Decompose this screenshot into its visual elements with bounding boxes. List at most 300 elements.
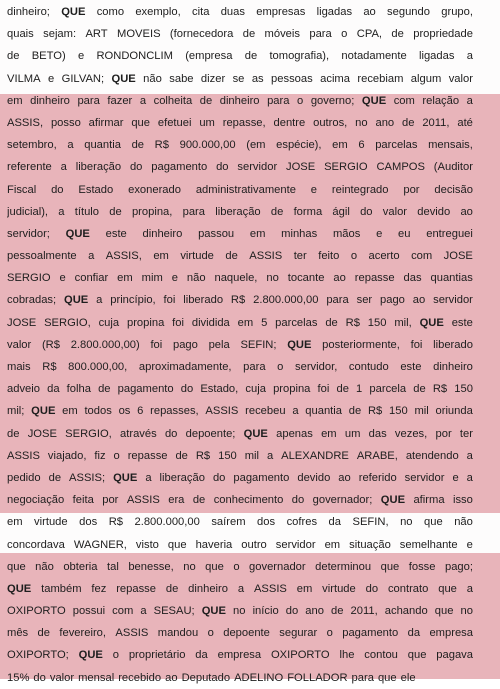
word: virtude <box>34 516 68 529</box>
text-line <box>7 201 473 223</box>
word: pessoas <box>271 72 313 85</box>
word: (em <box>246 139 266 152</box>
word: concordava <box>7 538 65 551</box>
word: benesse, <box>128 560 174 573</box>
word: por <box>435 427 452 440</box>
word: de <box>413 383 426 396</box>
word: liberação <box>159 471 205 484</box>
word: atendendo <box>405 449 459 462</box>
word: 5 <box>261 316 268 329</box>
text-line <box>7 134 473 156</box>
word: SERGIO, <box>44 316 91 329</box>
word: outros, <box>313 116 348 129</box>
word: em <box>249 227 266 240</box>
word: de <box>348 405 362 418</box>
word: Deputado <box>181 671 231 684</box>
word: 900.000,00 <box>179 139 236 152</box>
document-text <box>7 1 473 689</box>
word: ano <box>305 605 324 618</box>
word: forma <box>293 205 323 218</box>
word: a <box>139 94 147 107</box>
word: SERGIO <box>324 161 368 174</box>
word: para <box>326 294 349 307</box>
word: R$ <box>345 316 360 329</box>
word: mil, <box>394 316 412 329</box>
word: liberado <box>183 294 224 307</box>
word: oriunda <box>435 405 473 418</box>
word: algum <box>410 72 442 85</box>
word: o <box>326 627 333 640</box>
word: relação <box>422 94 460 107</box>
word: devido <box>297 471 331 484</box>
word: do <box>129 161 143 174</box>
word: liberação <box>75 161 122 174</box>
word: repasse <box>354 272 395 285</box>
word: repasse <box>116 582 156 595</box>
word: saírem <box>211 516 246 529</box>
word: mensal <box>78 671 115 684</box>
word: que <box>438 582 457 595</box>
word: QUE <box>243 427 268 440</box>
word: não <box>454 516 473 529</box>
text-line <box>7 356 473 378</box>
word: da <box>195 649 208 662</box>
word: cobradas; <box>7 294 57 307</box>
word: em <box>321 427 337 440</box>
word: BETO) <box>31 50 66 63</box>
word: que <box>131 116 150 129</box>
word: referente <box>7 161 52 174</box>
word: de <box>402 116 415 129</box>
word: segundo <box>387 6 430 18</box>
word: R$ <box>154 139 169 152</box>
word: ASSIS <box>253 582 287 595</box>
word: a <box>466 449 473 462</box>
word: da <box>328 516 341 529</box>
word: QUE <box>419 316 444 329</box>
word: tal <box>107 560 119 573</box>
word: o <box>277 361 284 373</box>
word: que <box>424 516 443 529</box>
word: como <box>96 6 125 18</box>
word: mensais, <box>428 139 473 152</box>
word: pagava <box>436 649 473 662</box>
word: minhas <box>281 227 318 240</box>
text-line <box>7 334 473 356</box>
word: 2011, <box>350 605 378 618</box>
word: propriedade <box>413 28 473 41</box>
word: ao <box>460 205 473 218</box>
word: pessoalmente <box>7 250 77 263</box>
word: mais <box>7 361 31 373</box>
word: cuja <box>245 383 266 396</box>
word: ASSIS, <box>7 116 44 129</box>
word: e <box>466 538 473 551</box>
text-line <box>7 45 473 67</box>
word: no <box>266 272 279 285</box>
word: isso <box>452 494 473 507</box>
word: JOSE <box>27 427 57 440</box>
word: contrato <box>387 582 429 595</box>
word: governador; <box>312 494 373 507</box>
word: valor <box>448 72 473 85</box>
word: RONDONCLIM <box>96 50 173 63</box>
word: sabe <box>169 72 194 85</box>
word: contudo <box>348 361 389 373</box>
word: servidor, <box>295 361 338 373</box>
word: SEFIN; <box>240 338 277 351</box>
word: que <box>380 560 400 573</box>
word: dizer <box>200 72 226 85</box>
word: início <box>252 605 279 618</box>
word: valor <box>49 671 75 684</box>
word: OXIPORTO <box>270 649 330 662</box>
word: parcela <box>369 383 407 396</box>
word: de <box>336 383 349 396</box>
word: virtude <box>322 582 356 595</box>
word: a <box>266 449 274 462</box>
word: feita <box>72 494 94 507</box>
word: a <box>466 94 473 107</box>
text-line <box>7 511 473 533</box>
word: móveis <box>264 28 300 41</box>
word: devido <box>417 205 451 218</box>
word: mãos <box>332 227 361 240</box>
word: a <box>67 139 74 152</box>
text-line <box>7 245 473 267</box>
word: decisão <box>434 183 473 196</box>
word: dividida <box>191 316 230 329</box>
word: que <box>205 560 224 573</box>
word: pago <box>380 294 405 307</box>
word: colheita <box>153 94 193 107</box>
word: de <box>192 494 206 507</box>
word: JOSE <box>286 161 316 174</box>
word: em <box>324 538 341 551</box>
word: princípio, <box>110 294 156 307</box>
word: ASSIS <box>115 627 149 640</box>
word: cuja <box>98 316 120 329</box>
word: efetuei <box>157 116 192 129</box>
word: todos <box>84 405 112 418</box>
word: R$ <box>195 449 211 462</box>
word: empresa <box>429 627 473 640</box>
word: da <box>407 627 421 640</box>
word: a <box>466 50 473 63</box>
word: 15% <box>7 671 30 684</box>
word: QUE <box>111 72 136 85</box>
word: a <box>88 250 95 263</box>
word: quantia <box>84 139 121 152</box>
word: em <box>7 516 23 529</box>
word: CPA, <box>356 28 383 41</box>
word: ADELINO <box>234 671 284 684</box>
word: foi <box>410 338 423 351</box>
word: os <box>118 405 131 418</box>
word: fazer <box>107 94 133 107</box>
word: em <box>117 272 133 285</box>
word: QUE <box>78 649 103 662</box>
word: recebido <box>118 671 162 684</box>
word: este <box>451 316 473 329</box>
word: as <box>251 72 264 85</box>
word: no <box>460 605 473 618</box>
word: de <box>270 205 284 218</box>
word: tocante <box>287 272 325 285</box>
word: de <box>7 50 20 63</box>
word: reintegrado <box>331 183 389 196</box>
word: pela <box>208 338 230 351</box>
word: do <box>51 183 64 196</box>
text-line <box>7 312 473 334</box>
word: não <box>186 272 206 285</box>
word: ASSIS <box>249 250 283 263</box>
text-line <box>7 556 473 578</box>
word: governo; <box>310 94 355 107</box>
word: mês <box>7 627 29 640</box>
word: WAGNER, <box>73 538 127 551</box>
word: fiz <box>94 449 106 462</box>
word: ARABE, <box>356 449 398 462</box>
word: repasse, <box>222 116 266 129</box>
word: JOSE <box>443 250 473 263</box>
word: 6 <box>358 139 365 152</box>
word: 150 <box>454 383 473 396</box>
word: ter <box>293 250 307 263</box>
word: passou <box>198 227 235 240</box>
word: de <box>199 94 213 107</box>
word: dos <box>79 516 98 529</box>
word: repasses, <box>150 405 199 418</box>
word: e <box>171 272 178 285</box>
word: eu <box>398 227 411 240</box>
word: posteriormente, <box>322 338 400 351</box>
text-line <box>7 223 473 245</box>
word: ART <box>85 28 108 41</box>
word: situação <box>349 538 391 551</box>
text-line <box>7 267 473 289</box>
word: das <box>403 272 422 285</box>
word: o <box>233 560 240 573</box>
word: exonerado <box>128 183 181 196</box>
word: pago; <box>444 560 473 573</box>
word: afirmar <box>88 116 124 129</box>
word: o <box>112 649 119 662</box>
word: Estado <box>78 183 114 196</box>
text-line <box>7 600 473 622</box>
word: cofres <box>286 516 318 529</box>
word: determinou <box>315 560 372 573</box>
word: ASSIS <box>126 494 160 507</box>
word: mil <box>414 405 429 418</box>
word: notadamente <box>341 50 407 63</box>
word: depoente; <box>185 427 236 440</box>
text-line <box>7 156 473 178</box>
word: em <box>296 582 313 595</box>
word: dos <box>257 516 276 529</box>
word: servidor <box>237 161 278 174</box>
text-line <box>7 289 473 311</box>
text-line <box>7 400 473 422</box>
word: sejam: <box>43 28 77 41</box>
word: QUE <box>31 405 56 418</box>
word: ASSIS, <box>105 250 142 263</box>
word: ele <box>400 671 416 684</box>
word: em <box>332 139 348 152</box>
word: de <box>391 28 404 41</box>
word: o <box>297 94 304 107</box>
word: servidor <box>275 538 316 551</box>
word: através <box>120 427 157 440</box>
word: ao <box>363 6 376 18</box>
word: com <box>393 94 415 107</box>
word: afirma <box>413 494 445 507</box>
word: a <box>466 582 473 595</box>
word: o <box>341 28 348 41</box>
word: para <box>351 671 374 684</box>
word: a <box>96 294 103 307</box>
word: de <box>242 28 256 41</box>
word: R$ <box>230 294 246 307</box>
word: do <box>33 671 46 684</box>
word: em <box>237 316 254 329</box>
word: JOSE <box>7 316 37 329</box>
word: de <box>131 139 145 152</box>
word: em <box>153 250 169 263</box>
word: dinheiro; <box>7 6 50 18</box>
word: referido <box>358 471 397 484</box>
word: a <box>466 471 473 484</box>
word: a <box>237 582 245 595</box>
word: por <box>102 494 119 507</box>
word: este <box>400 361 422 373</box>
word: de <box>244 50 258 63</box>
text-line <box>7 423 473 445</box>
word: em <box>62 405 78 418</box>
word: (Auditor <box>433 161 473 174</box>
word: MOVEIS <box>117 28 161 41</box>
word: e <box>452 471 459 484</box>
word: que <box>7 560 26 573</box>
word: se <box>232 72 245 85</box>
word: SERGIO <box>7 272 51 285</box>
word: servidor; <box>7 227 50 240</box>
word: do <box>291 494 305 507</box>
word: era <box>168 494 185 507</box>
word: o <box>207 627 214 640</box>
word: foi <box>317 383 330 396</box>
word: empresa <box>217 649 262 662</box>
word: SERGIO, <box>65 427 112 440</box>
word: a <box>60 161 67 174</box>
word: servidor <box>433 294 473 307</box>
word: a <box>292 405 299 418</box>
word: e <box>77 50 85 63</box>
word: de <box>48 471 62 484</box>
word: QUE <box>7 582 32 595</box>
word: 6 <box>137 405 144 418</box>
word: por <box>403 183 420 196</box>
word: mil; <box>7 405 25 418</box>
word: no <box>355 116 368 129</box>
word: 150 <box>367 316 387 329</box>
word: um <box>199 116 215 129</box>
word: que <box>377 671 397 684</box>
word: parcelas <box>375 139 418 152</box>
word: ao <box>165 671 178 684</box>
word: cita <box>192 6 210 18</box>
word: no <box>400 516 413 529</box>
word: 800.000,00, <box>68 361 128 373</box>
word: dinheiro <box>188 582 228 595</box>
word: de <box>109 205 122 218</box>
word: dinheiro <box>30 94 70 107</box>
word: valor <box>7 338 32 351</box>
word: de <box>175 449 188 462</box>
word: a <box>58 205 65 218</box>
word: a <box>145 471 152 484</box>
word: espécie), <box>276 139 322 152</box>
word: SEFIN, <box>352 516 389 529</box>
text-line <box>7 90 473 112</box>
word: recebiam <box>357 72 404 85</box>
word: ASSIS; <box>69 471 106 484</box>
word: propina, <box>131 205 173 218</box>
word: 150 <box>218 449 237 462</box>
word: 2.800.000,00 <box>253 294 319 307</box>
word: mandou <box>157 627 199 640</box>
word: em <box>7 94 23 107</box>
word: semelhante <box>399 538 458 551</box>
word: Estado, <box>200 383 239 396</box>
word: 150 <box>389 405 408 418</box>
word: quantias <box>430 272 473 285</box>
text-line <box>7 622 473 644</box>
word: liberado <box>433 338 473 351</box>
word: fosse <box>408 560 436 573</box>
word: das <box>368 427 387 440</box>
word: pedido <box>7 471 41 484</box>
word: aproximadamente, <box>138 361 232 373</box>
word: empresas <box>256 6 306 18</box>
word: fez <box>91 582 107 595</box>
word: pagamento <box>117 383 174 396</box>
text-line <box>7 467 473 489</box>
text-line <box>7 179 473 201</box>
word: com <box>411 250 433 263</box>
word: apenas <box>276 427 313 440</box>
word: (empresa <box>185 50 233 63</box>
word: R$ <box>367 405 383 418</box>
text-line <box>7 445 473 467</box>
word: da <box>47 383 60 396</box>
word: ano <box>375 116 395 129</box>
word: pagamento <box>233 471 290 484</box>
word: 2011, <box>422 116 450 129</box>
word: VILMA <box>7 72 41 85</box>
word: entreguei <box>426 227 473 240</box>
word: de <box>37 627 50 640</box>
word: conhecimento <box>213 494 284 507</box>
word: para <box>182 205 206 218</box>
word: (R$ <box>41 338 60 351</box>
word: GILVAN; <box>61 72 105 85</box>
word: grupo, <box>441 6 473 18</box>
word: achando <box>384 605 428 618</box>
word: virtude <box>180 250 214 263</box>
word: para <box>243 361 266 373</box>
word: que <box>434 605 454 618</box>
